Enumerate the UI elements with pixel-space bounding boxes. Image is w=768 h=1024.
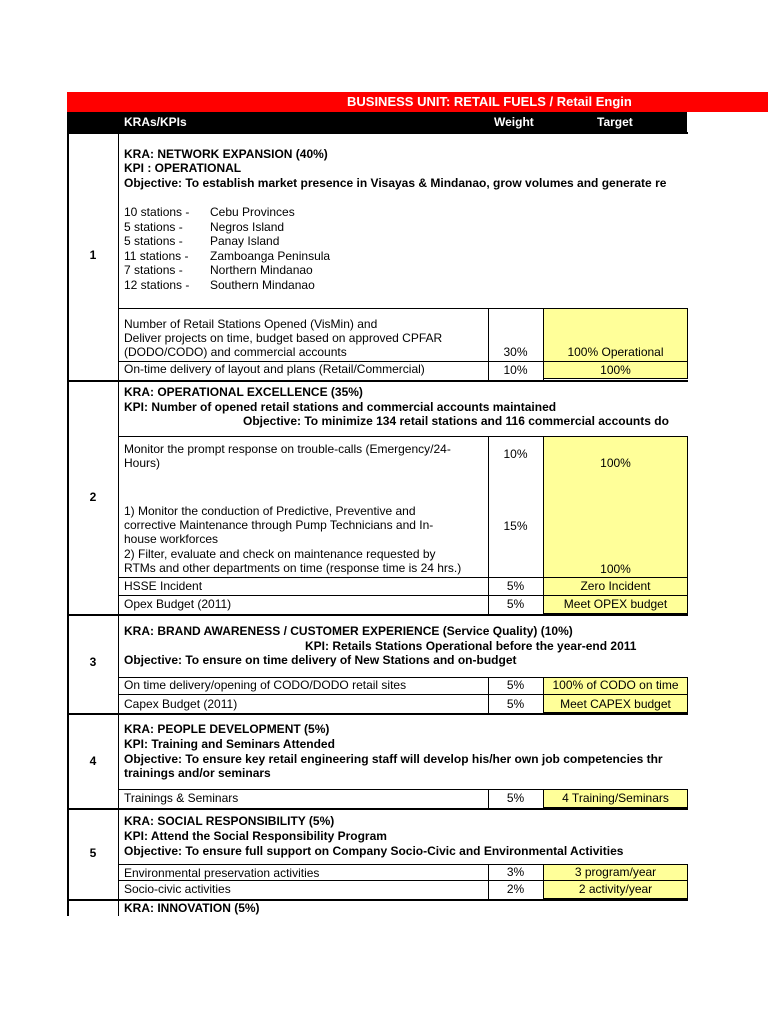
grid-vline	[488, 308, 489, 380]
grid-vline	[543, 789, 544, 808]
row-text: 2) Filter, evaluate and check on maintenance requested by	[124, 547, 436, 561]
target-text: 100%	[600, 456, 631, 470]
station-count: 11 stations -	[124, 248, 189, 263]
row-text: Capex Budget (2011)	[124, 697, 238, 711]
grid-vline	[543, 308, 544, 380]
weight-cell: 3%	[506, 865, 525, 879]
weight-cell: 30%	[503, 345, 528, 359]
grid-vline	[488, 864, 489, 899]
weight-cell: 5%	[506, 597, 525, 611]
grid-vline	[488, 677, 489, 713]
grid-hline	[118, 595, 688, 596]
section-number: 4	[89, 754, 97, 768]
page-title: BUSINESS UNIT: RETAIL FUELS / Retail Engin	[347, 94, 632, 109]
grid-vline	[488, 789, 489, 808]
station-location: Cebu Provinces	[210, 205, 295, 219]
weight-cell: 5%	[506, 791, 525, 805]
weight-cell: 2%	[506, 882, 525, 896]
grid-hline	[118, 880, 688, 881]
row-text: On time delivery/opening of CODO/DODO retail sites	[124, 678, 407, 692]
target-text: 100% Operational	[567, 345, 664, 359]
grid-hline	[118, 577, 688, 578]
weight-cell: 5%	[506, 697, 525, 711]
target-text: 100%	[600, 363, 631, 377]
weight-cell: 10%	[503, 363, 528, 377]
target-text: Meet OPEX budget	[563, 597, 668, 611]
station-count: 5 stations -	[124, 234, 183, 248]
grid-hline	[118, 789, 688, 790]
grid-hline	[118, 308, 688, 309]
grid-hline	[67, 132, 688, 134]
row-text: corrective Maintenance through Pump Technicians and In-	[124, 518, 434, 532]
grid-vline	[543, 864, 544, 899]
row-text: Deliver projects on time, budget based on approved CPFAR	[124, 331, 443, 345]
row-text: Trainings & Seminars	[124, 791, 239, 805]
station-location: Zamboanga Peninsula	[210, 248, 331, 263]
target-text: 4 Training/Seminars	[562, 791, 669, 805]
grid-hline	[118, 361, 688, 362]
kra-title: KRA: BRAND AWARENESS / CUSTOMER EXPERIENCE (Service Quality) (10%)	[124, 624, 573, 638]
row-text: house workforces	[124, 532, 219, 546]
header-kras: KRAs/KPIs	[124, 115, 187, 129]
objective: trainings and/or seminars	[124, 766, 271, 780]
row-text: Number of Retail Stations Opened (VisMin) and	[124, 317, 378, 331]
kpi-title: KPI: Number of opened retail stations and commercial accounts maintained	[124, 400, 557, 414]
row-text: On-time delivery of layout and plans (Retail/Commercial)	[124, 362, 425, 376]
target-text: 2 activity/year	[578, 882, 653, 896]
row-text: Opex Budget (2011)	[124, 597, 232, 611]
section-number: 5	[89, 846, 97, 860]
section-number: 3	[89, 655, 97, 669]
grid-hline	[67, 614, 688, 616]
grid-hline	[118, 677, 688, 678]
section-number: 1	[89, 248, 97, 262]
target-text: 3 program/year	[574, 865, 657, 879]
station-count: 5 stations -	[124, 219, 183, 234]
kra-title: KRA: INNOVATION (5%)	[124, 901, 260, 915]
row-text: RTMs and other departments on time (response time is 24 hrs.)	[124, 561, 462, 575]
row-text: 1) Monitor the conduction of Predictive, Preventive and	[124, 504, 416, 518]
objective: Objective: To ensure on time delivery of New Stations and on-budget	[124, 653, 517, 667]
grid-hline	[67, 713, 688, 715]
grid-hline	[118, 864, 688, 865]
kra-title: KRA: OPERATIONAL EXCELLENCE (35%)	[124, 385, 363, 399]
header-weight: Weight	[494, 115, 534, 129]
grid-hline	[118, 694, 688, 695]
station-count: 12 stations -	[124, 277, 190, 292]
station-count: 7 stations -	[124, 263, 183, 277]
kra-title: KRA: SOCIAL RESPONSIBILITY (5%)	[124, 814, 335, 828]
target-text: Zero Incident	[580, 579, 651, 593]
grid-vline	[118, 132, 119, 916]
kpi-title: KPI : OPERATIONAL	[124, 161, 242, 175]
kpi-title: KPI: Retails Stations Operational before the year-end 2011	[305, 639, 637, 653]
target-text: 100% of CODO on time	[552, 678, 679, 692]
station-location: Negros Island	[210, 219, 285, 234]
row-text: Environmental preservation activities	[124, 866, 320, 880]
row-text: Hours)	[124, 456, 161, 470]
kra-title: KRA: PEOPLE DEVELOPMENT (5%)	[124, 722, 330, 736]
kpi-title: KPI: Training and Seminars Attended	[124, 737, 335, 751]
grid-hline	[67, 899, 688, 901]
grid-hline	[118, 436, 688, 437]
kra-title: KRA: NETWORK EXPANSION (40%)	[124, 147, 328, 161]
weight-cell: 5%	[506, 579, 525, 593]
row-text: Monitor the prompt response on trouble-calls (Emergency/24-	[124, 442, 451, 456]
target-text: Meet CAPEX budget	[560, 697, 671, 711]
section-number: 2	[89, 490, 97, 504]
grid-vline	[488, 436, 489, 614]
objective: Objective: To ensure full support on Company Socio-Civic and Environmental Activities	[124, 844, 624, 858]
grid-vline	[543, 677, 544, 713]
objective: Objective: To establish market presence in Visayas & Mindanao, grow volumes and generate re	[124, 176, 667, 190]
station-count: 10 stations -	[124, 205, 190, 219]
grid-vline	[543, 436, 544, 614]
row-text: Socio-civic activities	[124, 882, 231, 896]
row-text: HSSE Incident	[124, 579, 203, 593]
objective: Objective: To minimize 134 retail stations and 116 commercial accounts do	[243, 414, 669, 428]
column-header-row	[67, 112, 687, 132]
weight-cell: 5%	[506, 678, 525, 692]
target-text: 100%	[600, 562, 631, 576]
kpi-title: KPI: Attend the Social Responsibility Program	[124, 829, 387, 843]
grid-hline	[67, 380, 688, 382]
row-text: (DODO/CODO) and commercial accounts	[124, 345, 347, 359]
weight-cell: 10%	[503, 447, 528, 461]
station-location: Southern Mindanao	[210, 277, 315, 292]
grid-vline	[67, 112, 69, 916]
header-target: Target	[597, 115, 633, 129]
objective: Objective: To ensure key retail engineering staff will develop his/her own job competencies thr	[124, 752, 663, 766]
station-location: Panay Island	[210, 234, 280, 248]
weight-cell: 15%	[503, 519, 528, 533]
grid-hline	[67, 808, 688, 810]
station-location: Northern Mindanao	[210, 263, 313, 277]
